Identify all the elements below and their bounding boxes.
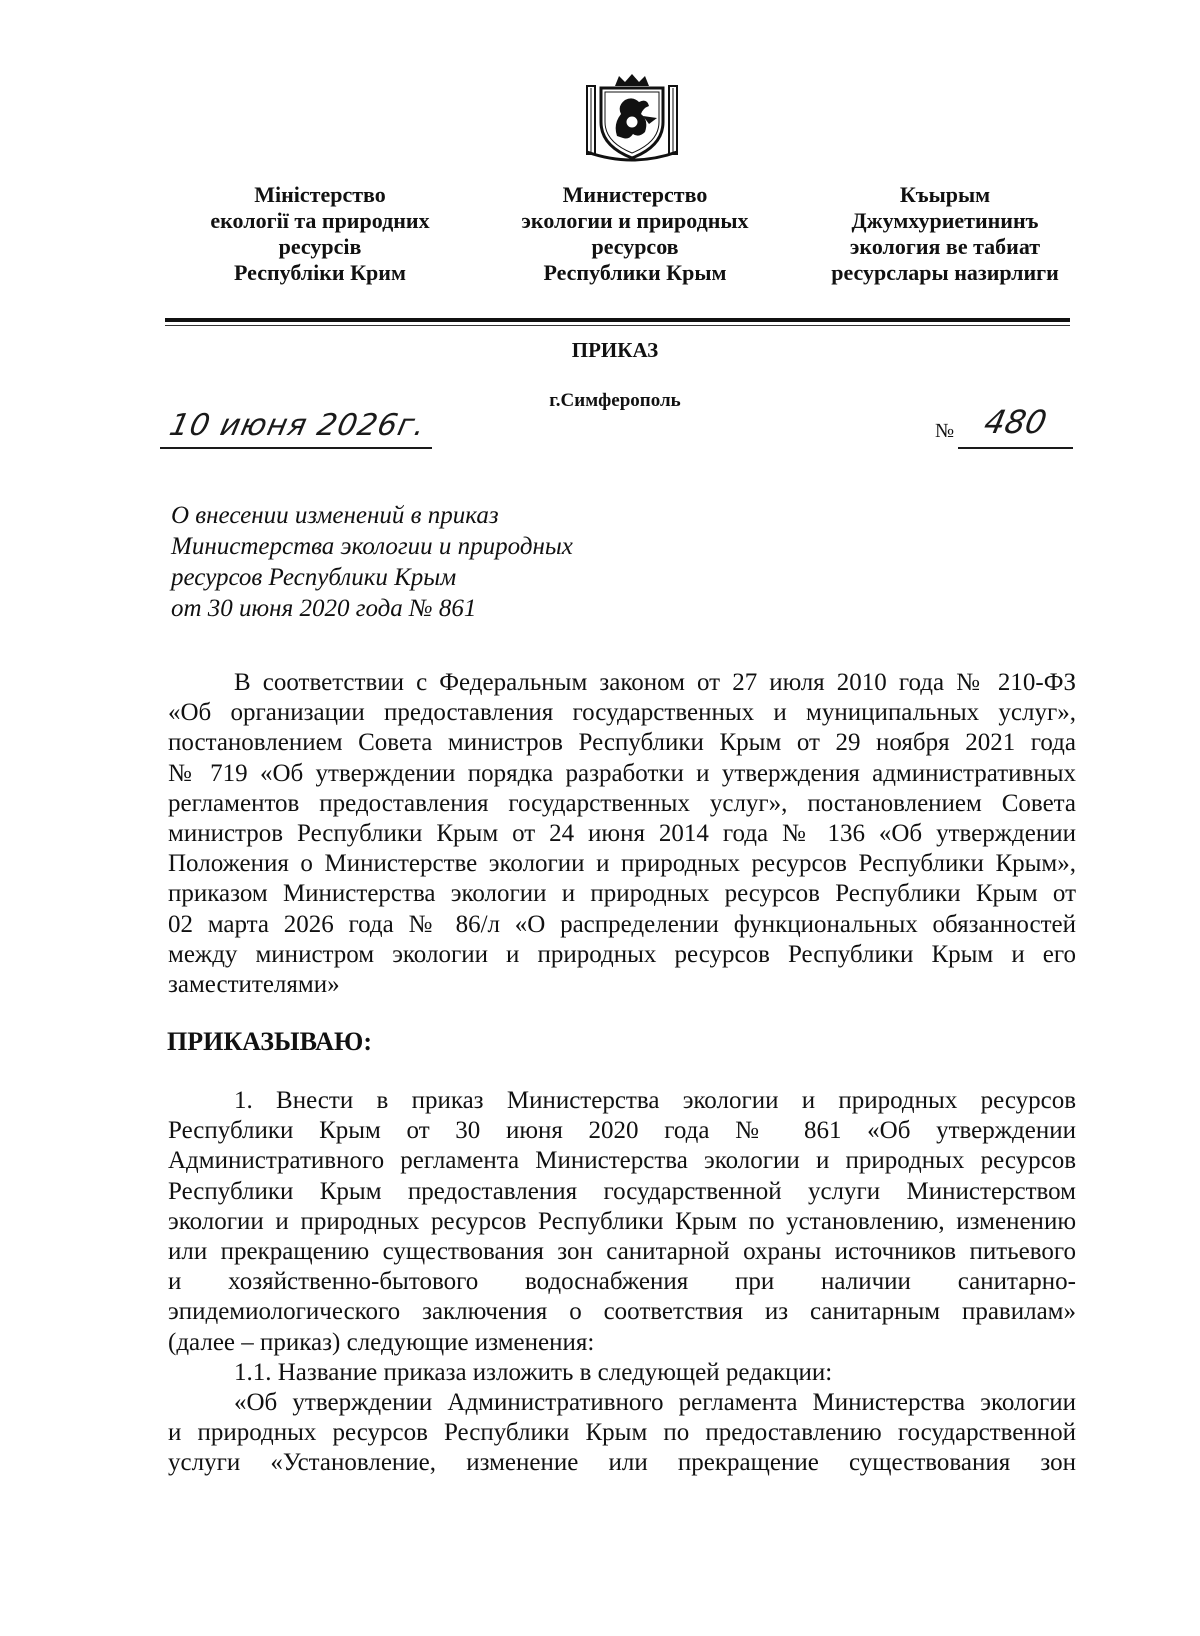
handwritten-order-number: 480 bbox=[980, 403, 1051, 441]
preamble-line: заместителями» bbox=[168, 971, 340, 999]
clause-line: Республики Крым предоставления государственной услуги Министерством bbox=[168, 1177, 1076, 1205]
clause-line: «Об утверждении Административного регламента Министерства экологии bbox=[234, 1389, 1076, 1417]
ministry-name-ru-line: Республики Крым bbox=[543, 260, 727, 285]
subject-line: Министерства экологии и природных bbox=[171, 533, 573, 560]
preamble-line: «Об организации предоставления государственных и муниципальных услуг», bbox=[168, 699, 1076, 727]
clause-line: и природных ресурсов Республики Крым по предоставлению государственной bbox=[168, 1419, 1076, 1447]
subject-line: от 30 июня 2020 года № 861 bbox=[171, 595, 477, 622]
clause-line: 1.1. Название приказа изложить в следующей редакции: bbox=[234, 1358, 833, 1386]
ordered-heading: ПРИКАЗЫВАЮ: bbox=[167, 1027, 372, 1056]
preamble-paragraph bbox=[168, 668, 1076, 1000]
preamble-line: между министром экологии и природных ресурсов Республики Крым и его bbox=[168, 940, 1076, 968]
ministry-name-ct-line: ресурслары назирлиги bbox=[831, 260, 1059, 285]
ministry-name-ct-line: Джумхуриетининъ bbox=[851, 208, 1039, 233]
header-divider-thick bbox=[165, 318, 1070, 322]
ministry-name-ukrainian bbox=[200, 182, 440, 286]
ministry-name-ct-line: экология ве табиат bbox=[849, 234, 1041, 259]
ministry-name-ua-line: ресурсів bbox=[278, 234, 362, 259]
preamble-line: В соответствии с Федеральным законом от 27 июля 2010 года № 210-ФЗ bbox=[234, 669, 1076, 696]
clause-line: (далее – приказ) следующие изменения: bbox=[168, 1328, 595, 1356]
order-subject bbox=[171, 500, 573, 624]
ministry-name-ct-line: Къырым bbox=[899, 182, 991, 207]
order-title: ПРИКАЗ bbox=[571, 338, 659, 362]
handwritten-date: 10 июня 2026г. bbox=[166, 408, 430, 443]
ministry-name-ua-line: Міністерство bbox=[254, 182, 386, 207]
preamble-line: 02 марта 2026 года № 86/л «О распределении функциональных обязанностей bbox=[168, 910, 1076, 938]
coat-of-arms-emblem bbox=[583, 72, 681, 164]
ministry-name-ru-line: экологии и природных bbox=[521, 208, 749, 233]
subject-line: О внесении изменений в приказ bbox=[171, 502, 499, 529]
clause-line: эпидемиологического заключения о соответствия из санитарным правилам» bbox=[168, 1298, 1076, 1326]
ministry-name-crimean-tatar bbox=[820, 182, 1070, 286]
clause-line: услуги «Установление, изменение или прекращение существования зон bbox=[168, 1449, 1076, 1477]
subject-line: ресурсов Республики Крым bbox=[171, 564, 457, 591]
ministry-name-ru-line: ресурсов bbox=[591, 234, 679, 259]
coat-of-arms-icon bbox=[583, 72, 681, 164]
clause-line: Республики Крым от 30 июня 2020 года № 861 «Об утверждении bbox=[168, 1117, 1076, 1145]
date-underline bbox=[160, 447, 432, 449]
ministry-name-russian bbox=[490, 182, 780, 286]
clause-line: Административного регламента Министерства экологии и природных ресурсов bbox=[168, 1147, 1076, 1175]
clause-line: 1. Внести в приказ Министерства экологии и природных ресурсов bbox=[234, 1087, 1076, 1114]
order-city: г.Симферополь bbox=[549, 390, 681, 411]
preamble-line: Положения о Министерстве экологии и природных ресурсов Республики Крым», bbox=[168, 850, 1076, 878]
ministry-name-ru-line: Министерство bbox=[562, 182, 708, 207]
ministry-name-ua-line: екології та природних bbox=[210, 208, 430, 233]
preamble-line: приказом Министерства экологии и природных ресурсов Республики Крым от bbox=[168, 880, 1076, 908]
order-number-sign: № bbox=[935, 420, 955, 442]
preamble-line: министров Республики Крым от 24 июня 2014 года № 136 «Об утверждении bbox=[168, 820, 1076, 848]
clause-line: или прекращению существования зон санитарной охраны источников питьевого bbox=[168, 1238, 1076, 1266]
header-divider-thin bbox=[165, 325, 1070, 326]
number-underline bbox=[958, 447, 1073, 449]
preamble-line: регламентов предоставления государственных услуг», постановлением Совета bbox=[168, 789, 1076, 817]
clause-paragraph bbox=[168, 1086, 1076, 1479]
ministry-name-ua-line: Республіки Крим bbox=[234, 260, 406, 285]
clause-line: и хозяйственно-бытового водоснабжения при наличии санитарно- bbox=[168, 1268, 1076, 1296]
preamble-line: постановлением Совета министров Республики Крым от 29 ноября 2021 года bbox=[168, 729, 1076, 757]
clause-line: экологии и природных ресурсов Республики Крым по установлению, изменению bbox=[168, 1207, 1076, 1235]
preamble-line: № 719 «Об утверждении порядка разработки и утверждения административных bbox=[168, 759, 1076, 787]
